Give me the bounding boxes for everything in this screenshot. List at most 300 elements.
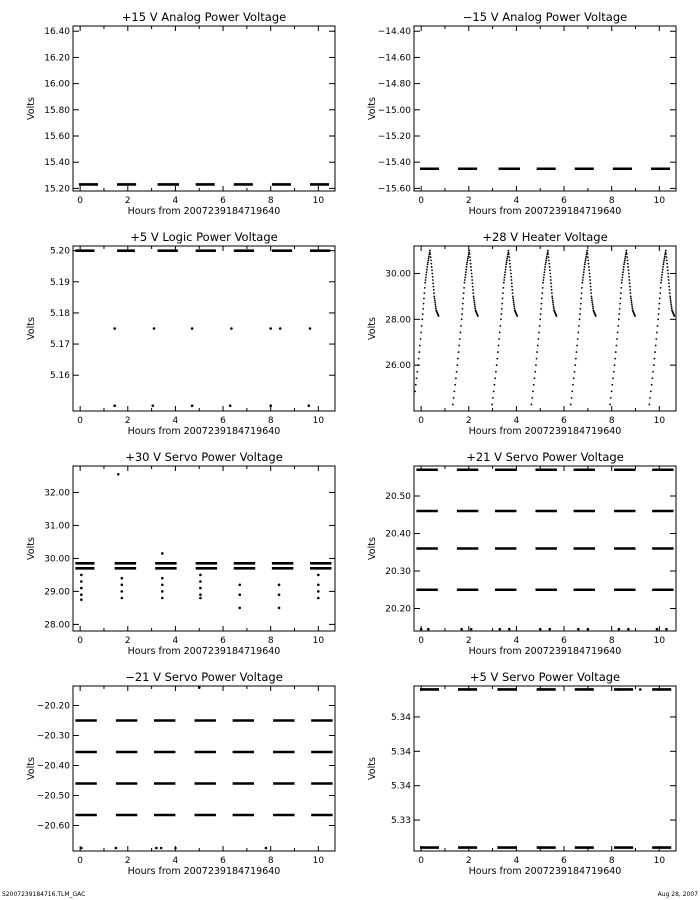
data-point [550,286,552,288]
data-point [591,297,593,299]
chart-title: +5 V Servo Power Voltage [469,670,621,684]
data-point [151,404,154,407]
data-point [630,296,632,298]
data-point [659,297,661,299]
y-tick-label: 20.30 [385,567,411,577]
data-point [499,332,501,334]
data-point [198,686,201,689]
data-point [423,303,425,305]
data-point [629,282,631,284]
data-point [454,384,456,386]
data-point [438,315,440,317]
data-point [585,260,587,262]
data-point [547,250,549,252]
data-point [161,577,164,580]
chart-panel-2 [367,10,676,217]
data-point [581,282,583,284]
data-point [669,289,671,291]
data-point [510,269,512,271]
x-tick-label: 0 [77,196,84,206]
data-point [472,286,474,288]
data-point [546,258,548,260]
data-point [269,327,272,330]
data-point [574,364,576,366]
data-point [588,269,590,271]
data-point [547,253,549,255]
data-point [619,303,621,305]
data-point [456,364,458,366]
data-point [238,593,241,596]
x-tick-label: 2 [465,636,472,646]
x-tick-label: 4 [172,856,179,866]
y-axis-label: Volts [367,97,378,120]
x-axis-label: Hours from 2007239184719640 [468,646,622,657]
data-point [317,574,320,577]
data-point [435,307,437,309]
data-point [667,266,669,268]
x-tick-label: 8 [267,856,274,866]
data-point [426,269,428,271]
data-point [617,325,619,327]
data-point [552,297,554,299]
data-point [587,253,589,255]
x-tick-label: 6 [561,416,567,426]
data-point [161,552,164,555]
chart-title: +30 V Servo Power Voltage [125,450,283,464]
data-point [618,318,620,320]
data-point [512,299,514,301]
data-point [627,263,629,265]
data-point [619,308,621,310]
data-point [671,307,673,309]
data-point [429,253,431,255]
y-tick-label: 32.00 [44,488,70,499]
data-point [668,276,670,278]
chart-panel-3 [26,230,335,437]
data-point [616,338,618,340]
data-point [589,273,591,275]
y-tick-label: 16.00 [44,79,70,90]
footer-file-label: S2007239184716.TLM_GAC [2,891,86,898]
data-point [666,263,668,265]
data-point [513,301,515,303]
data-point [308,404,311,407]
y-tick-label: 5.19 [49,277,70,288]
data-point [531,397,533,399]
y-axis-label: Volts [26,537,37,560]
data-point [191,327,194,330]
data-point [121,577,124,580]
data-point [610,397,612,399]
x-tick-label: 0 [418,196,425,206]
data-point [269,404,272,407]
data-point [422,313,424,315]
data-point [238,584,241,587]
data-point [669,297,671,299]
data-point [658,308,660,310]
x-tick-label: 2 [124,636,131,646]
data-point [624,258,626,260]
data-point [493,390,495,392]
data-point [199,574,202,577]
data-point [498,345,500,347]
data-point [628,273,630,275]
x-tick-label: 6 [220,416,226,426]
data-point [581,287,583,289]
data-point [513,303,515,305]
data-point [503,282,505,284]
data-point [587,256,589,258]
data-point [434,299,436,301]
data-point [553,305,555,307]
data-point [629,286,631,288]
data-point [583,271,585,273]
data-point [512,292,514,294]
plot-frame [414,246,676,411]
data-point [506,260,508,262]
data-point [541,292,543,294]
data-point [537,338,539,340]
data-point [424,282,426,284]
x-tick-label: 0 [77,416,84,426]
plot-frame [414,26,676,191]
data-point [592,303,594,305]
data-point [630,299,632,301]
y-axis-label: Volts [26,97,37,120]
data-point [117,473,120,476]
y-axis-label: Volts [367,537,378,560]
data-point [463,287,465,289]
data-point [577,628,580,631]
data-point [509,266,511,268]
data-point [531,404,533,406]
y-tick-label: 15.20 [44,184,70,195]
data-point [496,364,498,366]
data-point [585,256,587,258]
data-point [629,289,631,291]
y-tick-label: 5.33 [390,816,411,827]
data-point [121,597,124,600]
data-point [618,628,621,631]
data-point [621,279,623,281]
data-point [634,315,636,317]
data-point [500,313,502,315]
data-point [614,358,616,360]
data-point [572,384,574,386]
x-axis-label: Hours from 2007239184719640 [468,866,622,877]
data-point [550,276,552,278]
data-point [477,315,479,317]
data-point [427,628,430,631]
x-axis-label: Hours from 2007239184719640 [127,206,281,217]
data-point [544,269,546,271]
data-point [648,404,650,406]
data-point [229,404,232,407]
y-tick-label: 20.20 [385,604,411,615]
data-point [504,274,506,276]
x-tick-label: 8 [608,636,615,646]
data-point [453,390,455,392]
data-point [674,315,676,317]
data-point [416,377,418,379]
x-axis-label: Hours from 2007239184719640 [468,426,622,437]
data-point [511,286,513,288]
data-point [631,303,633,305]
data-point [615,345,617,347]
data-point [615,351,617,353]
data-point [549,266,551,268]
data-point [630,292,632,294]
x-tick-label: 0 [77,856,84,866]
data-point [474,305,476,307]
data-point [551,292,553,294]
data-point [469,253,471,255]
data-point [414,390,416,392]
y-tick-label: 29.00 [44,587,70,598]
data-point [502,297,504,299]
data-point [161,584,164,587]
data-point [575,358,577,360]
data-point [534,377,536,379]
data-point [532,390,534,392]
data-point [509,260,511,262]
data-point [426,271,428,273]
data-point [80,593,83,596]
x-tick-label: 6 [220,196,226,206]
y-tick-label: 28.00 [385,315,411,326]
data-point [612,377,614,379]
data-point [631,305,633,307]
data-point [495,371,497,373]
y-tick-label: 5.20 [49,246,70,257]
x-tick-label: 4 [513,416,520,426]
x-tick-label: 8 [608,416,615,426]
data-point [433,286,435,288]
x-tick-label: 8 [267,196,274,206]
data-point [498,688,501,691]
data-point [539,325,541,327]
data-point [589,282,591,284]
data-point [659,292,661,294]
data-point [464,279,466,281]
data-point [545,261,547,263]
y-tick-label: −20.40 [36,761,70,772]
data-point [548,256,550,258]
data-point [587,260,589,262]
chart-title: +15 V Analog Power Voltage [121,10,287,24]
data-point [423,292,425,294]
data-point [462,308,464,310]
data-point [628,269,630,271]
y-tick-label: 26.00 [385,361,411,372]
x-tick-label: 4 [513,196,520,206]
data-point [428,256,430,258]
data-point [317,590,320,593]
data-point [463,292,465,294]
data-point [669,296,671,298]
y-tick-label: 20.50 [385,492,411,502]
x-tick-label: 6 [220,856,226,866]
data-point [80,847,83,850]
data-point [650,390,652,392]
data-point [545,263,547,265]
data-point [317,597,320,600]
data-point [670,301,672,303]
data-point [506,261,508,263]
data-point [626,253,628,255]
data-point [542,282,544,284]
data-point [661,277,663,279]
data-point [494,377,496,379]
data-point [620,297,622,299]
data-point [199,597,202,600]
data-point [80,598,83,601]
data-point [543,279,545,281]
data-point [543,277,545,279]
data-point [652,371,654,373]
data-point [667,273,669,275]
y-tick-label: 15.60 [44,132,70,142]
x-tick-label: 4 [172,196,179,206]
data-point [473,296,475,298]
data-point [656,332,658,334]
data-point [618,313,620,315]
data-point [552,301,554,303]
x-tick-label: 6 [561,636,567,646]
data-point [662,266,664,268]
data-point [471,279,473,281]
data-point [627,266,629,268]
data-point [428,258,430,260]
data-point [543,274,545,276]
data-point [663,258,665,260]
data-point [452,404,454,406]
data-point [426,266,428,268]
data-point [591,296,593,298]
x-axis-label: Hours from 2007239184719640 [127,866,281,877]
data-point [494,384,496,386]
data-point [453,397,455,399]
data-point [510,273,512,275]
data-point [581,292,583,294]
data-point [609,404,611,406]
data-point [113,404,116,407]
data-point [80,574,83,577]
data-point [585,258,587,260]
data-point [621,282,623,284]
data-point [511,279,513,281]
data-point [504,271,506,273]
data-point [512,297,514,299]
data-point [462,303,464,305]
y-tick-label: −14.40 [377,27,411,38]
y-tick-label: −15.60 [377,184,411,195]
data-point [473,297,475,299]
data-point [497,351,499,353]
data-point [199,587,202,590]
data-point [491,404,493,406]
data-point [651,384,653,386]
data-point [662,269,664,271]
x-tick-label: 0 [418,416,425,426]
x-tick-label: 0 [77,636,84,646]
data-point [579,318,581,320]
data-point [425,277,427,279]
data-point [582,277,584,279]
data-point [548,260,550,262]
data-point [537,345,539,347]
data-point [496,358,498,360]
data-point [580,303,582,305]
data-point [538,332,540,334]
data-point [467,258,469,260]
data-point [469,256,471,258]
data-point [625,256,627,258]
data-point [534,371,536,373]
data-point [121,584,124,587]
data-point [461,313,463,315]
data-point [160,847,163,850]
data-point [470,266,472,268]
x-tick-label: 10 [312,416,325,426]
x-tick-label: 8 [608,856,615,866]
data-point [511,282,513,284]
data-point [571,390,573,392]
data-point [664,256,666,258]
data-point [418,358,420,360]
data-point [668,286,670,288]
data-point [121,590,124,593]
data-point [661,271,663,273]
y-tick-label: 31.00 [44,521,70,532]
data-point [666,256,668,258]
data-point [590,286,592,288]
y-tick-label: 15.40 [44,158,70,169]
data-point [431,266,433,268]
data-point [434,301,436,303]
data-point [425,279,427,281]
y-tick-label: 5.18 [49,308,70,319]
data-point [592,307,594,309]
data-point [668,282,670,284]
x-tick-label: 4 [513,636,520,646]
data-point [505,269,507,271]
data-point [622,269,624,271]
data-point [611,384,613,386]
data-point [469,260,471,262]
data-point [657,318,659,320]
data-point [279,327,282,330]
data-point [473,301,475,303]
data-point [622,274,624,276]
data-point [511,289,513,291]
data-point [417,364,419,366]
data-point [420,338,422,340]
data-point [584,261,586,263]
data-point [502,292,504,294]
data-point [583,274,585,276]
data-point [502,287,504,289]
data-point [474,307,476,309]
data-point [613,371,615,373]
data-point [430,256,432,258]
data-point [161,590,164,593]
data-point [508,253,510,255]
data-point [465,274,467,276]
data-point [466,261,468,263]
data-point [472,282,474,284]
data-point [627,628,630,631]
